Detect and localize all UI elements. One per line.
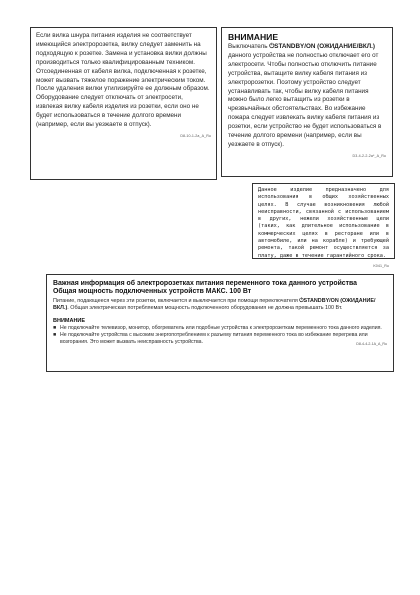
ac-outlet-info [46, 274, 394, 372]
warning-heading: ВНИМАНИЕ [228, 32, 279, 42]
ac-outlet-body-rest: . Общая электрическая потребляемая мощность подключенного оборудования не должна превышать 100 Вт. [67, 305, 343, 312]
bullet-icon: ■ [53, 331, 57, 338]
bullet-icon: ■ [53, 324, 57, 331]
household-use-code: K041_Ru [373, 263, 389, 268]
warning-code: D3-4-2-2-2a*_A_Ru [352, 153, 386, 158]
standby-warning-text [228, 43, 386, 150]
warning-text-prefix: Выключатель [228, 43, 270, 50]
list-item [53, 325, 387, 332]
ac-outlet-code: D8-4-4-2-1A_A_Ru [356, 342, 387, 347]
household-use-notice [252, 183, 395, 268]
ac-outlet-max-power: Общая мощность подключенных устройств МАКС. 100 Вт [53, 288, 252, 296]
ac-outlet-title: Важная информация об электророзетках питания переменного тока данного устройства [53, 280, 357, 287]
power-plug-notice [30, 27, 217, 180]
list-item-text: Не подключайте телевизор, монитор, обогреватель или подобные устройства к электророзеткам переменного тока данного изделия. [60, 324, 382, 331]
standby-warning [221, 27, 393, 177]
ac-outlet-warning-list [53, 325, 387, 347]
ac-outlet-warning-heading: ВНИМАНИЕ [53, 317, 86, 324]
ac-outlet-body-prefix: Питание, подающееся через эти розетки, включается и выключается при помощи переключателя [53, 297, 300, 304]
list-item-text: Не подключайте устройства с высоким энергопотреблением к разъему питания переменного тока во избежание перегрева или возгорания. Это может вызвать неисправность устройства. [60, 331, 368, 346]
ac-outlet-switch-name: ⏻STANDBY/ON (ОЖИДАНИЕ/ВКЛ.) [53, 297, 376, 312]
standby-switch-name: ⏻STANDBY/ON (ОЖИДАНИЕ/ВКЛ.) [269, 43, 375, 50]
warning-text-rest: данного устройства не полностью отключает его от электросети. Чтобы полностью отключить питание устройства, вытащите вилку кабеля питания из электророзетки. Поэтому устройство следует устанавливать так, чтобы вилку кабеля питания можно было легко вытащить из розетки в чрезвычайных обстоятельствах. Во избежание пожара следует извлекать вилку кабеля питания из розетки, если устройство не будет использоваться в течение долгого времени (например, если вы уезжаете в отпуск). [228, 51, 382, 148]
ac-outlet-body [53, 298, 387, 313]
notice-code: D8-10-1-2a_A_Ru [180, 133, 211, 138]
list-item [53, 332, 387, 346]
household-use-text: Данное изделие предназначено для использования в общих хозяйственных целях. В случае возникновения любой неисправности, связанной с использованием в других, нежели хозяйственные цели (таких, как длительное использование в коммерческих целях в ресторане или в автомобиле, или на корабле) и требующей ремонта, такой ремонт осуществляется за плату, даже в течение гарантийного срока. [258, 187, 389, 259]
power-plug-notice-text: Если вилка шнура питания изделия не соответствует имеющийся электророзетка, вилку следует заменить на подходящую к розетке. Замена и установка вилки должны производиться только квалифицированным техником. Отсоединенная от кабеля вилка, подключенная к розетке, может вызвать тяжелое поражение электрическим током. После удаления вилки утилизируйте ее должным образом. Оборудование следует отключать от электросети, извлекая вилку кабеля изделия из розетки, если оно не будет использоваться в течение долгого времени (например, если вы уезжаете в отпуск). [36, 32, 210, 129]
